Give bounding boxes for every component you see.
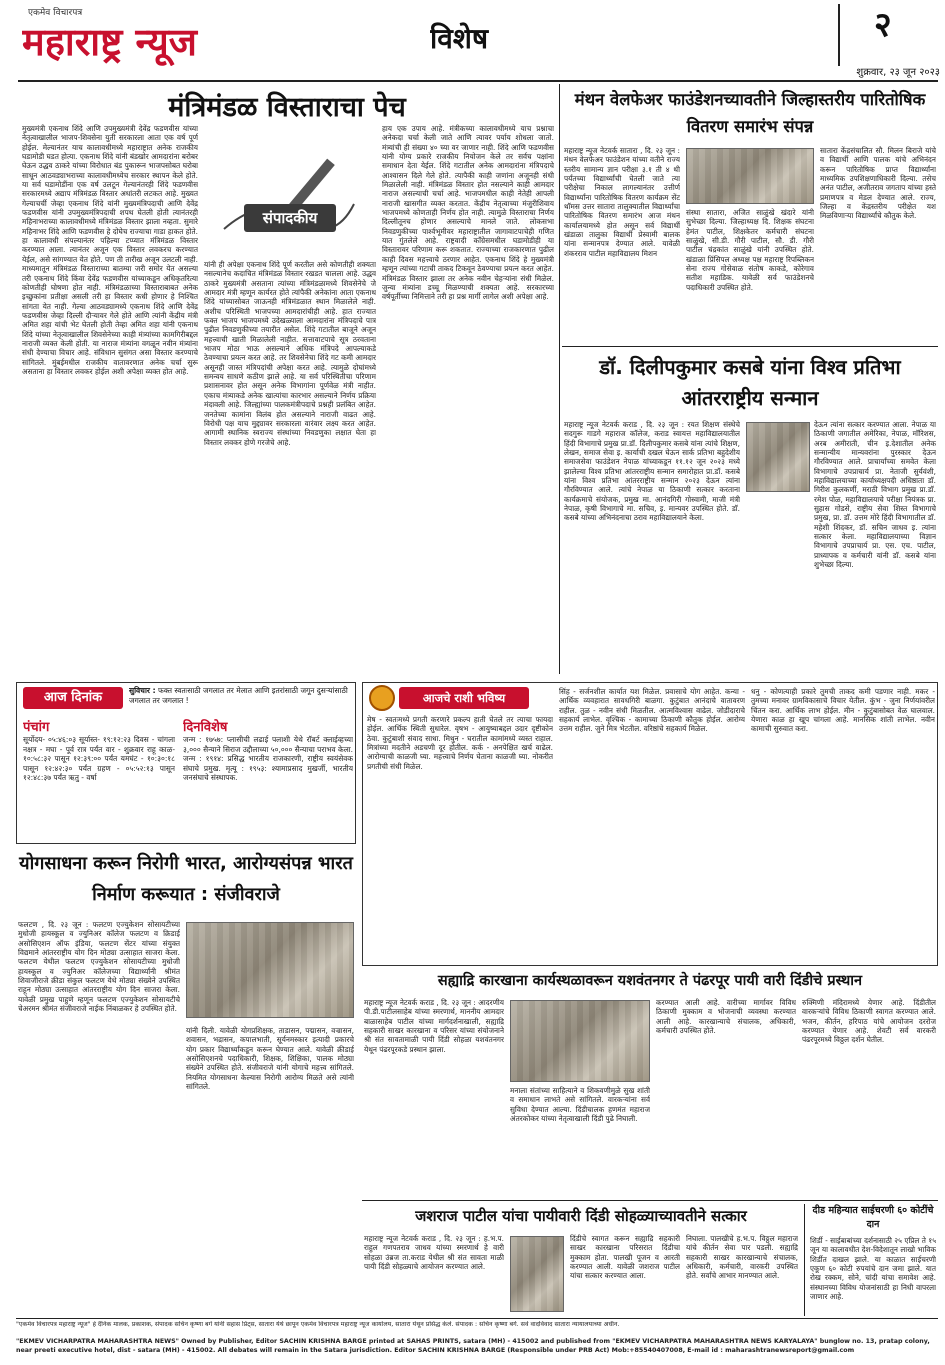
manthan-col-1: महाराष्ट्र न्यूज नेटवर्क सातारा , दि. २३ जून : मंथन वेलफेअर फाउंडेशन यांच्या वतीने राज्य स्तरीय सामान्य ज्ञान परीक्षा ३.१ ती ४ थी पर्यंतच्या विद्यार्थ्यांची घेतली जाते त्या परीक्षेचा निकाल लागल्यानंतर उत्तीर्ण विद्यार्थ्यांना पारितोषिक वितरण कार्यक्रम सेंट थॉमस उत्तर सातारा तालुक्यातील विद्यार्थ्यांचा पारितोषिक वितरण समारंभ आज मंथन कार्यालयामध्ये होत असून सर्व विद्यार्थी खंडाळा तालुका विद्यार्थी प्रेस्वामी बालक यांना सन्मानपत्र देण्यात आले. यावेळी शंकरराव पाटील महाविद्यालय मिशन [564,146,680,258]
editorial-col-2: यांनी ही अपेक्षा एकनाथ शिंदे पूर्ण करतील असे कोणतीही शक्यता नसल्यानेच कदाचित मंत्रिमंडळ विस्तार रखडत चालला आहे. उद्धव ठाकरे मुख्यमंत्री असताना त्यांच्या मंत्रिमंडळामध्ये शिवसेनेचे जे आमदार मंत्री म्हणून कार्यरत होते त्यांपैकी अनेकांना आता एकनाथ शिंदे यांच्यासोबत जाऊनही मंत्रिमंडळात स्थान मिळालेले नाही. अशीच परिस्थिती भाजपच्या आमदारांचीही आहे. हात राज्यात फक्त भाजप भाजपमध्ये उदेखळ्याला आमदारांना मंत्रिपदाचे पात्र पुढील निवडणुकीच्या तयारीत असेल. शिंदे गटातील बाजूने अजून महत्त्वाची खाती मिळालेली नाहीत. सत्तावाटपाचे सूत्र ठरवताना भाजप मोठा भाऊ असल्याने अधिक मंत्रिपदे आपल्याकडे ठेवण्याचा प्रयत्न करत आहे. तर शिवसेनेचा शिंदे गट कमी आमदार असूनही जास्त मंत्रिपदांची अपेक्षा करत आहे. त्यामुळे दोघांमध्ये समन्वय साधणे कठीण झाले आहे. या सर्व परिस्थितीचा परिणाम प्रशासनावर होत असून अनेक विभागांना पूर्णवेळ मंत्री नाहीत. एकाच मंत्र्याकडे अनेक खात्यांचा कारभार असल्याने निर्णय प्रक्रिया मंदावली आहे. जिल्ह्यांच्या पालकमंत्रीपदाचे प्रश्नही प्रलंबित आहेत. जनतेच्या कामांना विलंब होत असल्याने नाराजी वाढत आहे. विरोधी पक्ष याच मुद्द्यावर सरकारला वारंवार लक्ष्य करत आहेत. आगामी स्थानिक स्वराज्य संस्थांच्या निवडणुका लक्षात घेता हा विस्तार लवकर होणे गरजेचे आहे. [204,260,376,447]
sahyadri-col-4: रुक्मिणी मंदिरामध्ये येणार आहे. दिंडीतील वारकऱ्यांचे विविध ठिकाणी स्वागत करण्यात आले. भजन, कीर्तन, हरिपाठ यांचे आयोजन दररोज करण्यात येणार आहे. शेवटी सर्व वारकरी पंढरपूरमध्ये विठ्ठल दर्शन घेतील. [802,998,936,1045]
manthan-rule [562,346,938,347]
manthan-article [562,84,938,344]
rashi-label-box [399,687,529,709]
aaj-dinank-box [16,682,356,844]
sahyadri-rule [362,1200,938,1201]
kasbe-col-2: देऊन त्यांना सत्कार करण्यात आला. नेपाळ या ठिकाणी जगातील अमेरिका, नेपाळ, मॉरिशस, अरब अमीराती, चीन इ.देशातील अनेक सन्मान्यीय मान्यवरांना पुरस्कार देऊन गौरविण्यात आले. प्राचार्यांच्या समवेत केला विभागाचे उपप्राचार्य प्रा. नेताजी सुर्यवंशी, महाविद्यालयाच्या कार्याध्यक्षपदी अधिष्ठाता डॉ. गिरीश कुलकर्णी, मराठी विभाग प्रमुख प्रा.डॉ. रमेश पोळ, महाविद्यालयाचे परीक्षा नियंत्रक प्रा. सुहास गोडसे, राष्ट्रीय सेवा शिस्त विभागाचे प्रमुख, प्रा. डॉ. उत्तम मोरे हिंदी विभागातील डॉ. महेशी शिंदकर, डॉ. सचिन जाधव इ. त्यांना सत्कार केला. महाविद्यालयाच्या विज्ञान विभागाचे उपप्राचार्य प्रा. एस. एच. पाटील, प्राध्यापक व कर्मचारी यांनी डॉ. कसबे यांना शुभेच्छा दिल्या. [814,420,936,570]
issue-date: शुक्रवार, २३ जून २०२३ [856,67,940,78]
yoga-article [16,832,356,840]
kasbe-article [562,350,938,676]
jashraj-col-2: दिंडीचे स्वागत करून सह्याद्रि सहकारी साखर कारखाना परिसरात दिंडीचा मुक्काम होता. पालखी पूजन व आरती करण्यात आली. यावेळी जशराज पाटील यांचा सत्कार करण्यात आला. [570,1234,680,1281]
masthead-name: महाराष्ट्र न्यूज [22,20,197,64]
panchang-text: सूर्योदय- ०५:४६:०३ सूर्यास्त- १९:१२:२३ दिवस - चांगला नक्षत्र - मघा - पूर्व रात्र पर्यंत वार - शुक्रवार राहू काळ- १०:५८:३२ पासून १२:३९:०० पर्यंत यमघंट - १०:३०:१८ पासून १२:४२:३० पर्यंत ग्रहण - ०५:५२:१३ पासून १२:४८:३७ पर्यंत ऋतु - वर्षा [23,735,175,783]
rashi-col-1: मेष - स्वतःमध्ये प्रगती करणारे प्रकल्प हाती घेतले तर त्याचा फायदा होईल. आर्थिक स्थिती सुधारेल. वृषभ - आयुष्याबद्दल उदार दृष्टीकोन ठेवा. कुटुंबाशी संवाद साधा. मिथुन - घरातील कामांमध्ये व्यस्त राहाल. मित्रांच्या मदतीने अडचणी दूर होतील. कर्क - अनपेक्षित खर्च वाढेल. आरोग्याची काळजी घ्या. महत्त्वाचे निर्णय घेताना काळजी घ्या. नोकरीत प्रगतीची संधी मिळेल. [367,715,553,771]
footer-english: "EKMEV VICHARPATRA MAHARASHTRA NEWS" Owned by Publisher, Editor SACHIN KRISHNA BARGE printed at SAHAS PRINTS, satara (MH) - 415002 and published from "EKMEV VICHARPATRA MAHARASHTRA NEWS KARYALAYA" bunglow no. 13, pratap colony, near preeti executive hotel, dist - satara (MH) - 415002. All debates will remain in the Satara jurisdiction. Editor SACHIN KRISHNA BARGE (Responsible under PRB Act) Mob:+85540407008, E-mail id : maharashtranewsreport@gmail.com [16,1338,930,1354]
kasbe-col-1: महाराष्ट्र न्यूज नेटवर्क कराड , दि. २३ जून : रयत शिक्षण संस्थेचे सदगुरू गाडगे महाराज कॉलेज, कराड स्वायत्त महाविद्यालयातील हिंदी विभागाचे प्रमुख प्रा.डॉ. दिलीपकुमार कसबे यांना त्यांचे शिक्षण, लेखन, समाज सेवा इ. कार्याची दखल घेऊन सार्क प्रतिभा बहुदेशीय समाजसेवा फाउंडेशन नेपाळ यांच्याकडून ११.१२ जून २०२३ मध्ये झालेल्या विश्व प्रतिभा आंतरराष्ट्रीय सन्मान समारोहात प्रा.डॉ. कसबे यांना विश्व प्रतिभा आंतरराष्ट्रीय सन्मान २०२३ देऊन त्यांना गौरविण्यात आले. त्यांचे नेपाळ या ठिकाणी सत्कार करताना कार्यक्रमाचे संयोजक, प्रमुख मा. आनंदगिरी गोस्वामी, माजी मंत्री नेपाळ, कृषी विभागाचे मा. सचिव, इ. मान्यवर उपस्थित होते. डॉ. कसबे यांच्या अभिनंदनाचा ठराव महाविद्यालयाने केला. [564,420,740,523]
footer [16,1321,938,1361]
dinvishesh-label: दिनविशेष [183,720,228,735]
manthan-col-2: संस्था सातारा, अजित साळुंखे खंदारे यांनी सुभेच्छा दिल्या. जिल्हाध्यक्ष दि. शिक्षक संघटना हेमंत पाटील, शिक्षकेतर कर्मचारी संघटना साळुंखे, सी.डी. गौरी पाटील, सौ. डी. गौरी पाटील चंद्रकांत साळुंखे यांनी उपस्थित होते. खंडाळा प्रिंसिपल अध्यक्ष पक्ष महाराष्ट्र रिपब्लिकन सेना राज्य गोसेवाळ संतोष काकडे, कोरेगाव सतीश महाडिक. यावेळी सर्व फाउंडेशनचे पदाधिकारी उपस्थित होते. [686,208,814,292]
sahyadri-headline: सह्याद्रि कारखाना कार्यस्थळावरून यशवंतनगर ते पंढरपूर पायी वारी दिंडीचे प्रस्थान [437,973,863,989]
suvichar [129,686,353,712]
footer-marathi: "एकमेव विचारपत्र महाराष्ट्र न्यूज" हे दैनिक मालक, प्रकाशक, संपादक सचिन कृष्णा बर्गे यांनी सहास प्रिंट्स, सातारा येथे छापून एकमेव विचारपत्र महाराष्ट्र न्यूज कार्यालय, सातारा येथून प्रसिद्ध केले. संपादक : सचिन कृष्णा बर्गे. सर्व वादविवाद सातारा न्यायालयाच्या अधीन. [16,1321,620,1328]
rashi-icon [369,685,395,711]
aaj-dinank-label [23,687,123,709]
jashraj-headline: जशराज पाटील यांचा पायीवारी दिंडी सोहळ्याच्यावतीने सत्कार [415,1207,747,1225]
rashi-box [362,682,938,966]
dinvishesh-text: जन्म : १७५७: प्लासीची लढाई पलाशी येथे रॉबर्ट क्लाईव्हच्या ३,००० सैन्याने सिराज उद्दौलाच्या ५०,००० सैन्याचा पराभव केला. जन्म : १९१४: प्रसिद्ध भारतीय राजकारणी, राष्ट्रीय स्वयंसेवक संघाचे प्रमुख. मृत्यू : १९५३: श्यामाप्रसाद मुखर्जी, भारतीय जनसंघाचे संस्थापक. [183,735,353,783]
masthead-divider [838,4,840,66]
footer-rule [16,1318,938,1319]
jashraj-photo [510,1236,564,1312]
suvichar-text: फक्त स्वतःसाठी जगलात तर मेलात आणि इतरांसाठी जगून दुसऱ्यांसाठी जगलात तर जगलात ! [129,686,348,705]
editorial-article [18,84,556,676]
sahyadri-col-3: करण्यात आली आहे. वारीच्या मार्गावर विविध ठिकाणी मुक्काम व भोजनाची व्यवस्था करण्यात आली आहे. कारखान्याचे संचालक, अधिकारी, कर्मचारी उपस्थित होते. [656,998,796,1036]
jashraj-article [362,1204,800,1316]
rashi-col-2: सिंह - सर्जनशील कार्यात यश मिळेल. प्रवासाचे योग आहेत. कन्या - आर्थिक व्यवहारात सावधगिरी बाळगा. कुटुंबात आनंदाचे वातावरण राहील. तुळ - नवीन संधी मिळतील. आत्मविश्वास वाढेल. जोडीदाराचे सहकार्य लाभेल. वृश्चिक - कामाच्या ठिकाणी कौतुक होईल. आरोग्य उत्तम राहील. जुने मित्र भेटतील. वरिष्ठांचे सहकार्य मिळेल. [559,687,745,734]
kasbe-headline: डॉ. दिलीपकुमार कसबे यांना विश्व प्रतिभा आंतरराष्ट्रीय सन्मान [599,355,901,410]
editorial-logo-text: संपादकीय [262,209,318,227]
aaj-dinank-text: आज दिनांक [43,690,103,705]
jashraj-col-3: निघाला. पालखीचे ह.भ.प. विठ्ठल महाराज यांचे कीर्तन सेवा पार पडली. सह्याद्रि सहकारी साखर कारखान्याचे संचालक, अधिकारी, कर्मचारी, वारकरी उपस्थित होते. सर्वांचे आभार मानण्यात आले. [686,1234,798,1281]
sahyadri-col-2: मनाला संतांच्या साहित्याने व शिकवणीमुळे सुख शांती व समाधान लाभते असे सांगितले. वारकऱ्यांना सर्व सुविधा देण्यात आल्या. दिंडीचालक हणमंत महाराज अंतरकोकर यांच्या नेतृत्वाखाली दिंडी पुढे निघाली. [510,1086,650,1124]
masthead-tagline: एकमेव विचारपत्र [28,8,83,18]
sahyadri-photo [510,1000,650,1082]
manthan-col-3: सातारा केंद्रसंचालित सौ. मिलन बिराजे यांचे व विद्यार्थी आणि पालक यांचे अभिनंदन करून पारितोषिक प्राप्त विद्यार्थ्यांना माध्यमिक उपशिक्षणाधिकारी दिल्या. तसेच अनंत पाटील, अजीतराव जगताप यांच्या हस्ते प्रमाणपत्र व मेडल देण्यात आले. राज्य, जिल्हा व केंद्रस्तरीय परीक्षेत यश मिळविणाऱ्या विद्यार्थ्यांचे कौतुक केले. [820,146,936,221]
editorial-headline: मंत्रिमंडळ विस्ताराचा पेच [168,92,406,123]
sai-headline: दीड महिन्यात साईचरणी ६० कोटींचे दान [812,1205,934,1230]
masthead-rule [18,80,938,82]
rashi-col-3: धनु - कोणत्याही प्रकारे तुमची ताकद कमी पडणार नाही. मकर - तुमच्या मनावर ग्रामविकासाचे विचार येतील. कुंभ - जुना निर्णयांवरील चिंतन करा. आर्थिक लाभ होईल. मीन - कुटुंबासोबत वेळ घालवाल. येणारा काळ हा खूप चांगला आहे. मानसिक शांती लाभेल. नवीन कामाची सुरुवात करा. [751,687,935,734]
yoga-col-1: फलटण , दि. २३ जून : फलटण एज्युकेशन सोसायटीच्या मुधोजी हायस्कूल व ज्युनिअर कॉलेज फलटण व क्रिडाई असोसिएशन ऑफ इंडिया, फलटण सेंटर यांच्या संयुक्त विद्यमाने आंतरराष्ट्रीय योग दिन मोठ्या उत्साहात साजरा केला. फलटण येथील फलटण एज्युकेशन सोसायटीच्या मुधोजी हायस्कूल व ज्युनिअर कॉलेजच्या विद्यार्थ्यांनी श्रीमंत शिवाजीराजे क्रीडा संकुल फलटण येथे मोठ्या संख्येने उपस्थित राहून मोठ्या उत्साहात आंतरराष्ट्रीय योग दिन साजरा केला. यावेळी प्रमुख पाहुणे म्हणून फलटण एज्युकेशन सोसायटीचे चेअरमन श्रीमंत संजीवराजे नाईक निंबाळकर हे उपस्थित होते. [18,920,180,1014]
masthead [0,0,945,84]
manthan-headline: मंथन वेलफेअर फाउंडेशनच्यावतीने जिल्हास्तरीय पारितोषिक वितरण समारंभ संपन्न [574,90,926,136]
manthan-photo [686,148,814,204]
page-number: २ [874,6,892,44]
sai-body: शिर्डी - साईबाबांच्या दर्शनासाठी २५ एप्रिल ते १५ जून या कालावधीत देश-विदेशातून लाखो भाविक शिर्डीत दाखल झाले. या काळात साईचरणी एकूण ६० कोटी रुपयांचे दान जमा झाले. यात रोख रक्कम, सोने, चांदी यांचा समावेश आहे. संस्थानच्या विविध योजनांसाठी हा निधी वापरला जाणार आहे. [810,1236,936,1302]
sahyadri-col-1: महाराष्ट्र न्यूज नेटवर्क कराड , दि. २३ जून : आदरणीय पी.डी.पाटीलसाहेब यांच्या स्मरणार्थ, माननीय आमदार बाळासाहेब पाटील यांच्या मार्गदर्शनाखाली, सह्याद्रि सहकारी साखर कारखाना व परिसर यांच्या संयोजनाने श्री संत सावतामाळी पायी दिंडी सोहळा यशवंतनगर येथून पंढरपूरकडे प्रस्थान झाला. [364,998,504,1054]
sahyadri-article [362,968,938,1198]
yoga-photo [186,922,354,1018]
sai-rule [804,1204,805,1316]
suvichar-label: सुविचार : [129,686,156,695]
pen-icon [204,134,376,254]
editorial-col-1: मुख्यमंत्री एकनाथ शिंदे आणि उपमुख्यमंत्री देवेंद्र फडणवीस यांच्या नेतृत्वाखालील भाजप-शिवसेना युती सरकारला आता एक वर्ष पूर्ण होईल. मेल्यानंतर याच कालावधीमध्ये महाराष्ट्रात अनेक राजकीय घडामोडी घडत होत्या. एकनाथ शिंदे यांनी बंडखोर आमदारांना बरोबर घेऊन उद्धव ठाकरे यांच्या विरोधात बंड पुकारून भाजपसोबत घरोबा साधून आठवड्याभराच्या कालावधीमध्येच सरकार स्थापन केले होते. या सर्व घडामोडींना एक वर्ष उलटून गेल्यानंतरही शिंदे फडणवीस सरकारमध्ये अद्याप मंत्रिमंडळ विस्तार अधांतरी लटकत आहे. मुख्यत गेल्याचर्ची जेव्हा एकनाथ शिंदे यांनी मुख्यमंत्रिपदाची आणि देवेंद्र फडणवीस यांनी उपमुख्यमंत्रिपदाची शपथ घेतली होती त्यानंतरही महिनाभराच्या कालावधीमध्ये मंत्रिमंडळ विस्तार झाला नव्हता. सुमारे महिनाभर शिंदे आणि फडणवीस हे दोघेच राज्याचा गाडा हाकत होते. हा कालावधी संपल्यानंतर पहिल्या टप्प्यात मंत्रिमंडळ विस्तार करण्यात आला. त्यानंतर अजून एक विस्तार लवकरच करण्यात येईल, असे सांगण्यात येत होते. पण ती तारीख अजून उलटली नाही. माध्यमातून मंत्रिमंडळ विस्ताराच्या बातम्या जरी समोर येत असल्या तरी एकनाथ शिंदे किंवा देवेंद्र फडणवीस यांच्याकडून अधिकृतरित्या कोणतीही घोषणा होत नाही. मंत्रिमंडळाच्या विस्ताराबाबत अनेक इच्छुकांना प्रतीक्षा असली तरी हा विस्तार कधी होणार हे निश्चित सांगता येत नाही. गेल्या आठवड्यामध्ये एकनाथ शिंदे आणि देवेंद्र फडणवीस जेव्हा दिल्ली दौऱ्यावर गेले होते आणि त्यांनी केंद्रीय मंत्री अमित शहा यांची भेट घेतली होती तेव्हा अमित शहा यांनी एकनाथ शिंदे यांच्या नेतृत्वाखालील शिवसेनेच्या काही मंत्र्यांच्या कामगिरीबद्दल नाराजी व्यक्त केली होती. या नाराज मंत्र्यांना वगळून नवीन मंत्र्यांना संधी देण्याचा विचार आहे. संविधान सुसंगत असा विस्तार करण्याचे सांगितले. मुंबईमधील राजकीय वातावरणात अनेक चर्चा सुरू असताना हा विस्तार लवकर होईल अशी अपेक्षा व्यक्त होत आहे. [22,124,198,376]
yoga-headline: योगसाधना करून निरोगी भारत, आरोग्यसंपन्न भारत निर्माण करूयात : संजीवराजे [19,853,353,905]
editorial-col-3: हाय एक उपाय आहे. मंत्रीकच्या कालावधीमध्ये याच प्रश्नाचा अनेकदा चर्चा केली जाते आणि त्यावर पर्याय शोधला जातो. मंत्र्यांची ही संख्या ४० च्या वर जाणार नाही. शिंदे आणि फडणवीस यांनी योग्य प्रकारे राजकीय नियोजन केले तर सर्वच पक्षांना समाधान देता येईल. शिंदे गटातील अनेक आमदारांना मंत्रिपदाचे आश्वासन दिले गेले होते. त्यापैकी काही जणांना अजूनही संधी मिळालेली नाही. मंत्रिमंडळ विस्तार होत नसल्याने काही आमदार नाराज असल्याची चर्चा आहे. भाजपमधील काही नेतेही आपली नाराजी खासगीत व्यक्त करतात. केंद्रीय नेतृत्वाच्या मंजुरीशिवाय भाजपमध्ये कोणताही निर्णय होत नाही. त्यामुळे विस्ताराचा निर्णय दिल्लीतूनच होणार असल्याचे मानले जाते. लोकसभा निवडणुकीच्या पार्श्वभूमीवर महाराष्ट्रातील जागावाटपाचेही गणित यात गुंतलेले आहे. राष्ट्रवादी काँग्रेसमधील घडामोडीही या विस्तारावर परिणाम करू शकतात. राज्याच्या राजकारणात पुढील काही दिवस महत्त्वाचे ठरणार आहेत. एकनाथ शिंदे हे मुख्यमंत्री म्हणून त्यांच्या गटाची ताकद टिकवून ठेवण्याचा प्रयत्न करत आहेत. मंत्रिमंडळ विस्तार झाला तर अनेक नवीन चेहऱ्यांना संधी मिळेल. जुन्या मंत्र्यांना डच्चू मिळण्याची शक्यता आहे. सरकारच्या वर्षपूर्तीच्या निमित्ताने तरी हा प्रश्न मार्गी लागेल अशी अपेक्षा आहे. [382,124,554,302]
sai-article [808,1204,938,1316]
jashraj-col-1: महाराष्ट्र न्यूज नेटवर्क कराड , दि. २३ जून : ह.भ.प. राहुल गणपतराव जाधव यांच्या स्मरणार्थ हे वारी सोहळा उंब्रज ता.कराड येथील श्री संत सावता माळी पायी दिंडी सोहळ्याचे आयोजन करण्यात आले. [364,1234,504,1272]
column-rule [559,84,560,674]
editorial-logo [204,134,376,254]
panchang-label: पंचांग [23,720,50,735]
yoga-article-main [16,848,356,1316]
rashi-label: आजचे राशी भविष्य [422,691,506,705]
section-title: विशेष [430,22,489,55]
yoga-col-2: यांनी दिली. यावेळी योगप्रशिक्षक, ताडासन, पद्मासन, वज्रासन, शवासन, भद्रासन, कपालभाती, सूर्यनमस्कार इत्यादी प्रकारचे योग प्रकार विद्यार्थ्यांकडून करून घेण्यात आले. यावेळी क्रीडाई असोसिएशनचे पदाधिकारी, शिक्षक, शिक्षिका, पालक मोठ्या संख्येने उपस्थित होते. संजीवराजे यांनी योगाचे महत्त्व सांगितले. नियमित योगसाधना केल्यास निरोगी आरोग्य मिळते असे त्यांनी सांगितले. [186,1026,354,1092]
